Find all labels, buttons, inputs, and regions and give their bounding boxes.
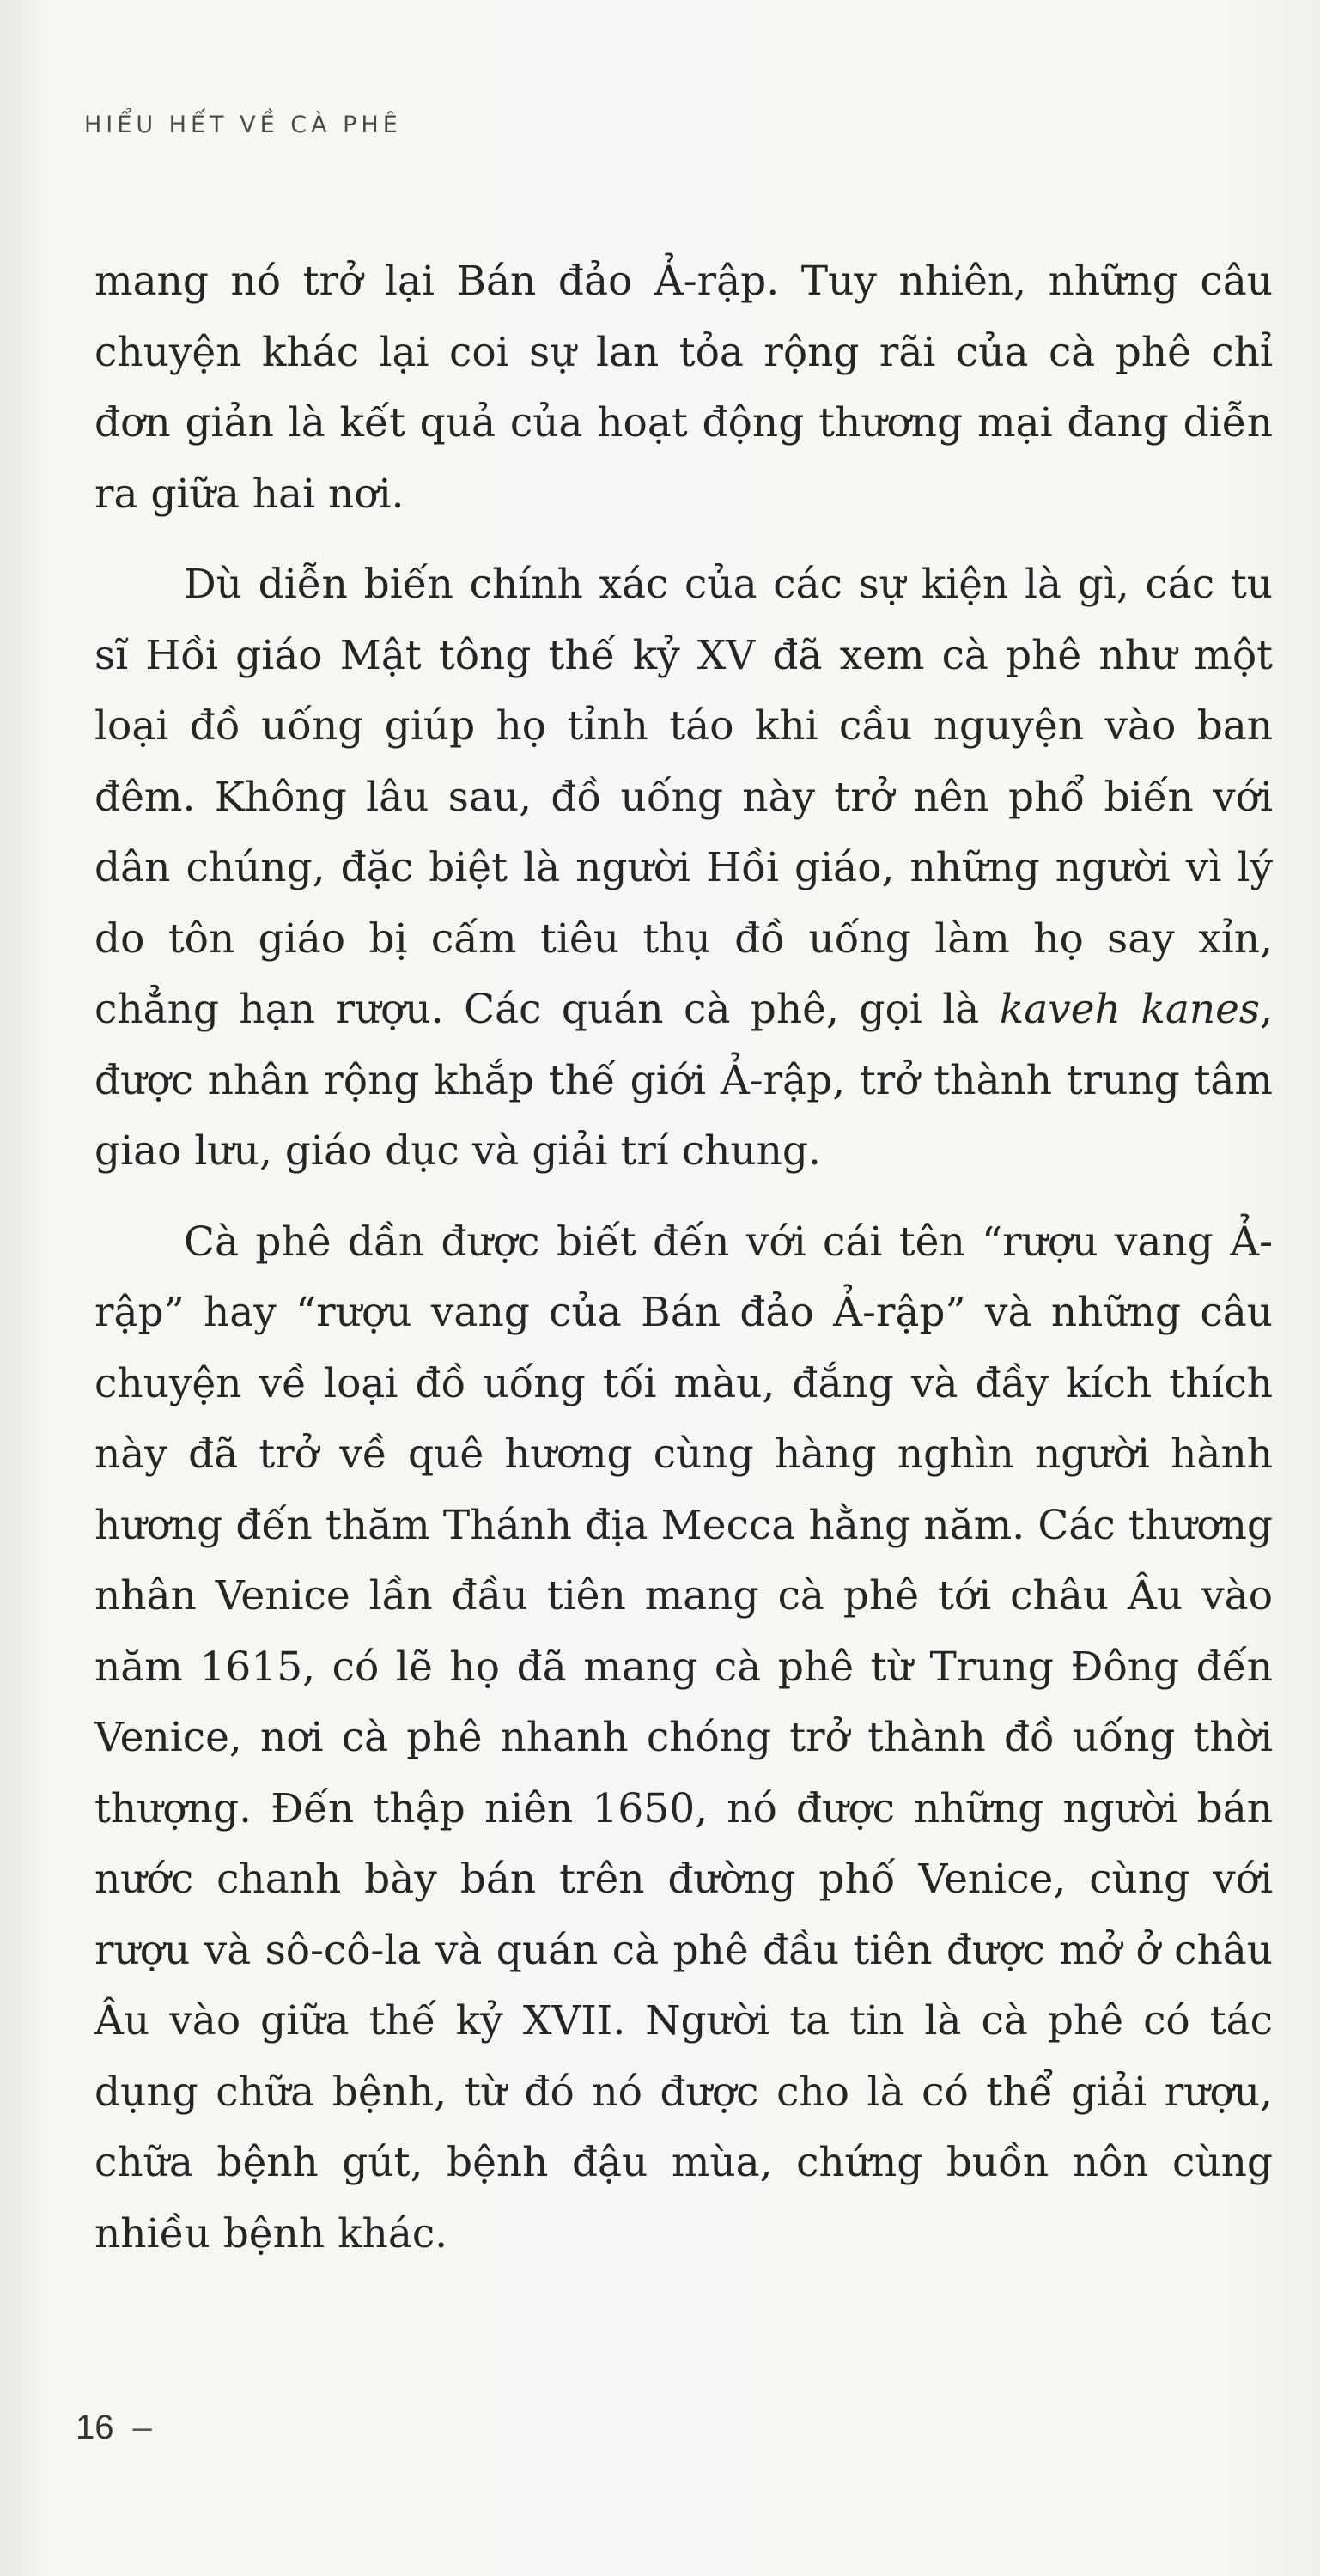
page-footer <box>76 2409 152 2447</box>
footer-dash: – <box>132 2409 152 2446</box>
paragraph-coffee-europe: Cà phê dần được biết đến với cái tên “rượu vang Ả-rập” hay “rượu vang của Bán đảo Ả-rập” và những câu chuyện về loại đồ uống tối màu, đắng và đầy kích thích này đã trở về quê hương cùng hàng nghìn người hành hương đến thăm Thánh địa Mecca hằng năm. Các thương nhân Venice lần đầu tiên mang cà phê tới châu Âu vào năm 1615, có lẽ họ đã mang cà phê từ Trung Đông đến Venice, nơi cà phê nhanh chóng trở thành đồ uống thời thượng. Đến thập niên 1650, nó được những người bán nước chanh bày bán trên đường phố Venice, cùng với rượu và sô-cô-la và quán cà phê đầu tiên được mở ở châu Âu vào giữa thế kỷ XVII. Người ta tin là cà phê có tác dụng chữa bệnh, từ đó nó được cho là có thể giải rượu, chữa bệnh gút, bệnh đậu mùa, chứng buồn nôn cùng nhiều bệnh khác. <box>94 1218 1273 2257</box>
paragraph-text-before-term: Dù diễn biến chính xác của các sự kiện là gì, các tu sĩ Hồi giáo Mật tông thế kỷ XV đã xem cà phê như một loại đồ uống giúp họ tỉnh táo khi cầu nguyện vào ban đêm. Không lâu sau, đồ uống này trở nên phổ biến với dân chúng, đặc biệt là người Hồi giáo, những người vì lý do tôn giáo bị cấm tiêu thụ đồ uống làm họ say xỉn, chẳng hạn rượu. Các quán cà phê, gọi là <box>94 561 1273 1033</box>
italic-term-kaveh-kanes: kaveh kanes <box>999 986 1261 1033</box>
running-header: HIỂU HẾT VỀ CÀ PHÊ <box>84 112 402 138</box>
paragraph-coffee-origins <box>94 550 1273 1188</box>
paragraph-continued: mang nó trở lại Bán đảo Ả-rập. Tuy nhiên, những câu chuyện khác lại coi sự lan tỏa rộng rãi của cà phê chỉ đơn giản là kết quả của hoạt động thương mại đang diễn ra giữa hai nơi. <box>94 258 1273 518</box>
body-text <box>94 246 1273 2269</box>
page-number: 16 <box>76 2409 114 2446</box>
paragraph-text-after-term: , được nhân rộng khắp thế giới Ả-rập, trở thành trung tâm giao lưu, giáo dục và giải trí chung. <box>94 986 1273 1175</box>
